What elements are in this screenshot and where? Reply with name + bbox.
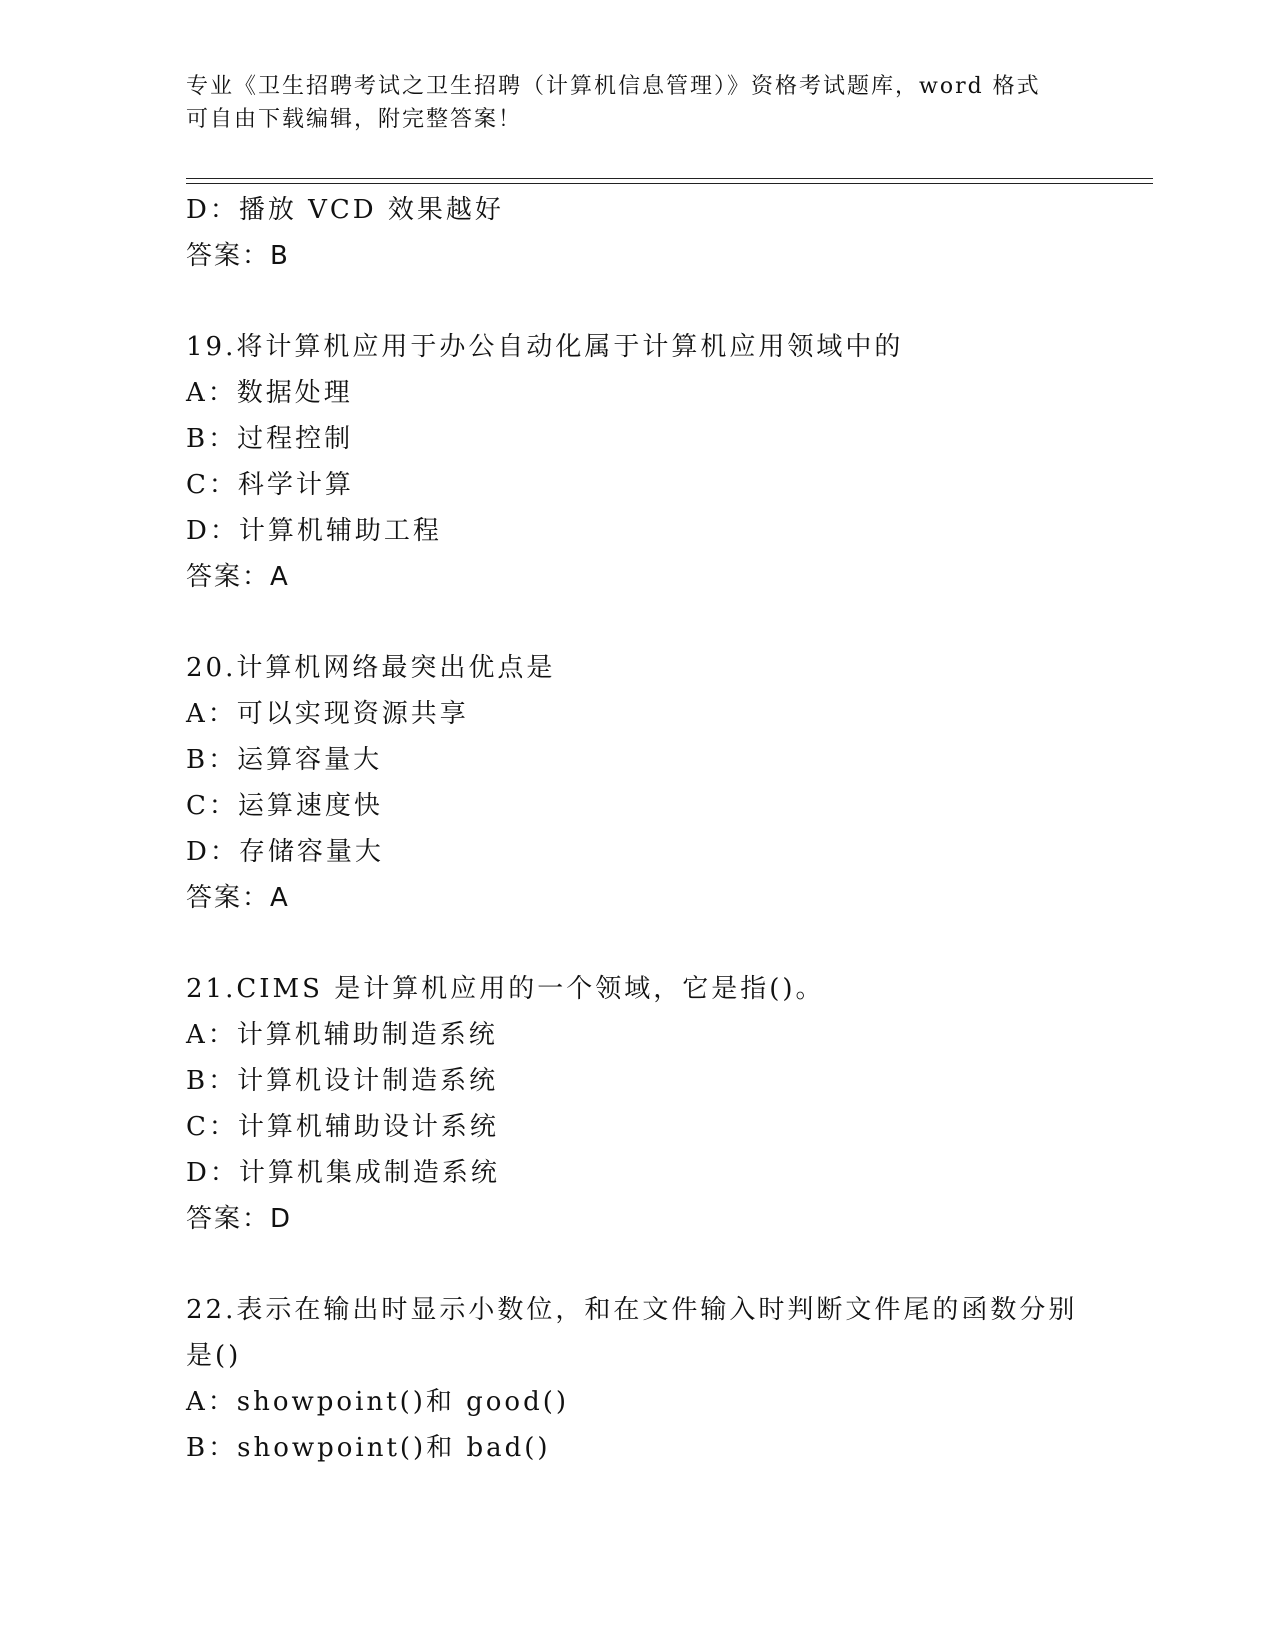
question-title: 20.计算机网络最突出优点是 — [186, 653, 556, 683]
header-line-1: 专业《卫生招聘考试之卫生招聘（计算机信息管理）》资格考试题库，word 格式 — [186, 74, 1041, 99]
option-a: A：数据处理 — [186, 378, 353, 408]
option-b: B：运算容量大 — [186, 745, 383, 775]
header-rule-bottom — [186, 183, 1153, 184]
question-title: 21.CIMS 是计算机应用的一个领域，它是指()。 — [186, 974, 825, 1004]
option-d: D：计算机辅助工程 — [186, 516, 442, 546]
option-a: A：可以实现资源共享 — [186, 699, 469, 729]
question-19 — [186, 324, 1146, 600]
option-d: D：计算机集成制造系统 — [186, 1158, 500, 1188]
answer: 答案：A — [186, 883, 290, 913]
question-title: 22.表示在输出时显示小数位，和在文件输入时判断文件尾的函数分别是() — [186, 1295, 1078, 1371]
option-b: B：showpoint()和 bad() — [186, 1433, 551, 1463]
option-b: B：过程控制 — [186, 424, 354, 454]
answer: 答案：D — [186, 1204, 293, 1234]
question-21 — [186, 966, 1146, 1242]
question-title: 19.将计算机应用于办公自动化属于计算机应用领域中的 — [186, 332, 904, 362]
prev-answer: 答案：B — [186, 241, 290, 271]
header-rule-top — [186, 178, 1153, 179]
option-c: C：运算速度快 — [186, 791, 383, 821]
option-a: A：showpoint()和 good() — [186, 1387, 570, 1417]
option-b: B：计算机设计制造系统 — [186, 1066, 499, 1096]
option-d: D：存储容量大 — [186, 837, 384, 867]
document-header — [186, 70, 1086, 136]
option-c: C：科学计算 — [186, 470, 354, 500]
prev-option-d: D：播放 VCD 效果越好 — [186, 195, 504, 225]
option-a: A：计算机辅助制造系统 — [186, 1020, 498, 1050]
option-c: C：计算机辅助设计系统 — [186, 1112, 499, 1142]
question-22 — [186, 1287, 1146, 1471]
question-20 — [186, 645, 1146, 921]
question-list — [186, 187, 1146, 1471]
header-line-2: 可自由下载编辑，附完整答案！ — [186, 107, 523, 132]
answer: 答案：A — [186, 562, 290, 592]
